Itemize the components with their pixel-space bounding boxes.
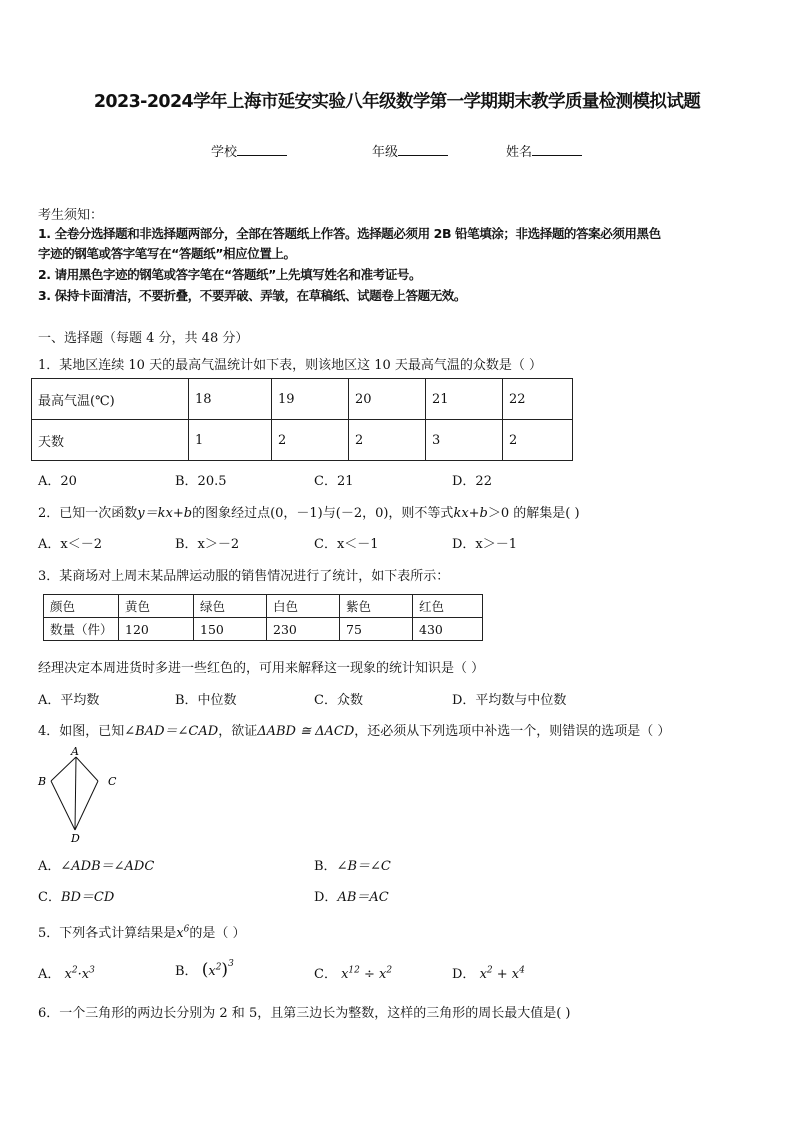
school-label: 学校	[211, 145, 238, 160]
option-prefix: C．	[38, 890, 61, 905]
q2-function: y＝kx+b	[137, 506, 193, 521]
q3-option-c: C．众数	[314, 693, 363, 708]
q1-option-a: A．20	[38, 474, 77, 489]
q1-option-d: D．22	[452, 474, 492, 489]
question-3-table	[43, 594, 483, 641]
table-cell: 白色	[267, 595, 340, 618]
option-prefix: B．	[175, 964, 198, 979]
point-label-d: D	[71, 832, 80, 845]
q1-option-c: C．21	[314, 474, 354, 489]
point-label-b: B	[38, 775, 47, 788]
grade-label: 年级	[372, 145, 399, 160]
q4-angle: ∠BAD＝∠CAD	[124, 724, 219, 739]
option-prefix: B．	[314, 859, 337, 874]
table-cell: 红色	[413, 595, 483, 618]
q4-option-b	[314, 855, 391, 874]
table-cell: 20	[349, 379, 426, 420]
option-prefix: A．	[38, 967, 61, 982]
question-3-stem: 3．某商场对上周末某品牌运动服的销售情况进行了统计，如下表所示：	[38, 569, 450, 584]
grade-field	[372, 141, 448, 160]
q2-option-b: B．x＞－2	[175, 537, 240, 552]
option-text: AB＝AC	[337, 890, 389, 905]
option-text: ∠B＝∠C	[336, 859, 391, 874]
option-prefix: A．	[38, 859, 61, 874]
q3-option-d: D．平均数与中位数	[452, 693, 567, 708]
school-field	[211, 141, 287, 160]
table-cell: 天数	[32, 420, 189, 461]
table-cell: 18	[189, 379, 272, 420]
option-prefix: D．	[452, 967, 476, 982]
option-expression: $x^2 + x^4$	[475, 965, 525, 982]
table-row	[32, 379, 573, 420]
table-row	[44, 595, 483, 618]
option-expression: $x^2\cdot x^3$	[60, 965, 95, 982]
notice-item-3: 3. 保持卡面清洁，不要折叠，不要弄破、弄皱，在草稿纸、试题卷上答题无效。	[38, 288, 466, 303]
table-cell: 430	[413, 618, 483, 641]
q2-stem-part-a: 2．已知一次函数	[38, 506, 138, 521]
q4-stem-part-a: 4．如图，已知	[38, 724, 125, 739]
q2-option-a: A．x＜－2	[38, 537, 102, 552]
table-cell: 黄色	[119, 595, 194, 618]
q5-target-expression: $x^6$	[176, 924, 190, 941]
segment-cd	[75, 781, 98, 830]
question-4-stem	[38, 720, 670, 739]
segment-bd	[51, 781, 75, 830]
notice-item-1-line-1: 1. 全卷分选择题和非选择题两部分，全部在答题纸上作答。选择题必须用 2B 铅笔填涂；非选择题的答案必须用黑色	[38, 226, 661, 241]
q2-option-d: D．x＞－1	[452, 537, 518, 552]
notice-item-2: 2. 请用黑色字迹的钢笔或答字笔在“答题纸”上先填写姓名和准考证号。	[38, 267, 422, 282]
table-cell: 75	[340, 618, 413, 641]
segment-ad	[75, 757, 76, 830]
q2-inequality: kx+b	[453, 506, 488, 521]
table-cell: 2	[272, 420, 349, 461]
school-blank	[237, 143, 287, 156]
table-row	[44, 618, 483, 641]
notice-item-1-line-2: 字迹的钢笔或答字笔写在“答题纸”相应位置上。	[38, 246, 296, 261]
table-cell: 2	[503, 420, 573, 461]
option-text: ∠ADB＝∠ADC	[60, 859, 155, 874]
q3-option-a: A．平均数	[38, 693, 100, 708]
segment-ac	[76, 757, 98, 781]
table-cell: 颜色	[44, 595, 119, 618]
question-1-table	[31, 378, 573, 461]
q5-option-b	[175, 960, 234, 980]
point-label-c: C	[108, 775, 117, 788]
section-heading: 一、选择题（每题 4 分，共 48 分）	[38, 331, 249, 346]
table-cell: 120	[119, 618, 194, 641]
name-blank	[532, 143, 582, 156]
option-expression: $(x^2)^3$	[201, 958, 234, 980]
q5-option-c	[314, 963, 392, 982]
question-5-stem	[38, 922, 246, 941]
table-cell: 最高气温(℃)	[32, 379, 189, 420]
option-expression: $x^{12} \div x^2$	[336, 965, 393, 982]
table-cell: 230	[267, 618, 340, 641]
name-label: 姓名	[506, 145, 533, 160]
table-cell: 150	[194, 618, 267, 641]
q5-option-d	[452, 963, 525, 982]
table-cell: 21	[426, 379, 503, 420]
grade-blank	[398, 143, 448, 156]
page-title: 2023-2024学年上海市延安实验八年级数学第一学期期末教学质量检测模拟试题	[93, 92, 701, 112]
table-cell: 绿色	[194, 595, 267, 618]
kite-figure	[34, 745, 134, 845]
q4-stem-part-b: ，欲证	[218, 724, 258, 739]
segment-ab	[51, 757, 76, 781]
option-prefix: C．	[314, 967, 337, 982]
q2-stem-part-c: ＞0 的解集是( )	[487, 506, 580, 521]
q5-option-a	[38, 963, 95, 982]
option-prefix: D．	[314, 890, 338, 905]
q4-stem-part-c: ，还必须从下列选项中补选一个，则错误的选项是（ ）	[354, 724, 671, 739]
q4-option-a	[38, 855, 154, 874]
question-2-stem	[38, 502, 580, 521]
q3-option-b: B．中位数	[175, 693, 237, 708]
q4-option-c	[38, 886, 114, 905]
table-cell: 3	[426, 420, 503, 461]
question-1-stem: 1．某地区连续 10 天的最高气温统计如下表，则该地区这 10 天最高气温的众数是（ ）	[38, 358, 543, 373]
notice-heading: 考生须知：	[38, 208, 104, 223]
q2-stem-part-b: 的图象经过点(0，－1)与(－2，0)，则不等式	[192, 506, 454, 521]
question-3-follow-up: 经理决定本周进货时多进一些红色的，可用来解释这一现象的统计知识是（ ）	[38, 661, 485, 676]
table-cell: 1	[189, 420, 272, 461]
q1-option-b: B．20.5	[175, 474, 227, 489]
question-6-stem: 6．一个三角形的两边长分别为 2 和 5，且第三边长为整数，这样的三角形的周长最大值是( )	[38, 1006, 571, 1021]
table-cell: 2	[349, 420, 426, 461]
q4-option-d	[314, 886, 389, 905]
name-field	[506, 141, 582, 160]
q2-option-c: C．x＜－1	[314, 537, 379, 552]
q5-stem-part-b: 的是（ ）	[189, 926, 246, 941]
table-cell: 数量（件）	[44, 618, 119, 641]
q4-triangles: ΔABD ≅ ΔACD	[257, 724, 355, 739]
table-cell: 22	[503, 379, 573, 420]
table-cell: 19	[272, 379, 349, 420]
option-text: BD＝CD	[60, 890, 115, 905]
point-label-a: A	[71, 745, 79, 758]
q5-stem-part-a: 5．下列各式计算结果是	[38, 926, 177, 941]
table-cell: 紫色	[340, 595, 413, 618]
table-row	[32, 420, 573, 461]
